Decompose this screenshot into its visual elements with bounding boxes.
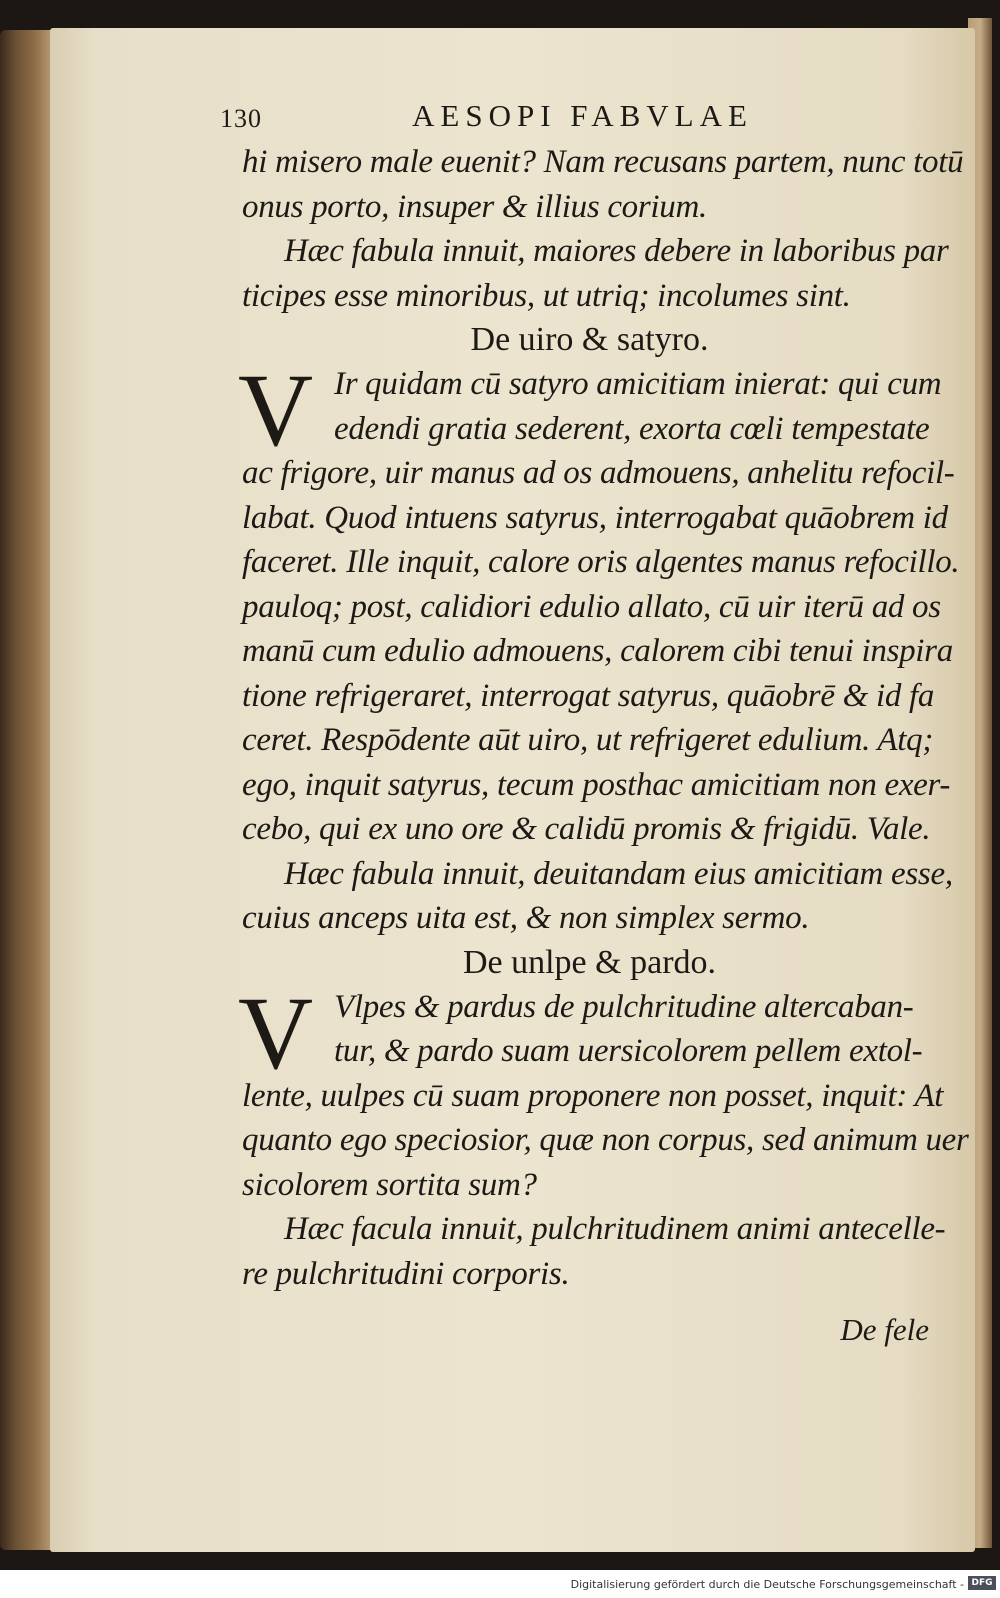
moral-line: Hæc facula innuit, pulchritudinem animi antecelle- (284, 1211, 946, 1247)
text-line: ceret. Respōdente aūt uiro, ut refrigeret edulium. Atq; (242, 722, 934, 758)
fable-unlpe-pardo (192, 975, 969, 1297)
catchword: De fele (840, 1312, 929, 1347)
text-line: sicolorem sortita sum? (242, 1166, 537, 1203)
text-line: tione refrigeraret, interrogat satyrus, quāobrē & id fa (242, 677, 935, 714)
text-line: hi misero male euenit? Nam recusans partem, nunc totū (242, 144, 964, 180)
footer-bar (0, 1572, 1000, 1598)
moral-line: cuius anceps uita est, & non simplex sermo. (242, 900, 810, 936)
text-line: quanto ego speciosior, quæ non corpus, sed animum uer (242, 1122, 969, 1158)
fable-heading: De unlpe & pardo. (462, 943, 717, 981)
page-number: 130 (220, 104, 262, 133)
text-line: edendi gratia sederent, exorta cœli tempestate (334, 410, 930, 447)
funding-credit: Digitalisierung gefördert durch die Deutsche Forschungsgemeinschaft - (570, 1578, 964, 1591)
fable-heading: De uiro & satyro. (470, 321, 709, 358)
running-head (192, 96, 947, 140)
text-line: Ir quidam cū satyro amicitiam inierat: qui cum (334, 366, 942, 402)
text-line: onus porto, insuper & illius corium. (242, 188, 707, 225)
dfg-logo-icon: DFG (968, 1576, 996, 1590)
text-line: faceret. Ille inquit, calore oris algentes manus refocillo. (242, 544, 960, 580)
fable-uiro-satyro (192, 353, 960, 941)
moral-line: Hæc fabula innuit, deuitandam eius amicitiam esse, (284, 855, 953, 892)
text-line: pauloq; post, calidiori edulio allato, cū uir iterū ad os (242, 588, 941, 625)
text-line: tur, & pardo suam uersicolorem pellem extol- (334, 1033, 923, 1069)
text-line: ego, inquit satyrus, tecum posthac amicitiam non exer- (242, 766, 951, 803)
drop-cap-initial: V (238, 353, 314, 468)
moral-line: Hæc fabula innuit, maiores debere in laboribus par (284, 233, 949, 269)
moral-line: re pulchritudini corporis. (242, 1255, 570, 1292)
drop-cap-initial: V (238, 975, 314, 1091)
running-title: AESOPI FABVLAE (412, 98, 753, 133)
moral-line: ticipes esse minoribus, ut utriq; incolumes sint. (242, 277, 851, 314)
text-line: Vlpes & pardus de pulchritudine altercaban- (334, 988, 914, 1025)
text-line: manū cum edulio admouens, calorem cibi tenui inspira (242, 633, 953, 669)
text-line: ac frigore, uir manus ad os admouens, anhelitu refocil- (242, 455, 955, 491)
text-line: cebo, qui ex uno ore & calidū promis & frigidū. Vale. (242, 811, 931, 847)
text-line: lente, uulpes cū suam proponere non posset, inquit: At (242, 1077, 944, 1114)
text-line: labat. Quod intuens satyrus, interrogabat quāobrem id (242, 499, 948, 536)
catchword-row (192, 1296, 947, 1352)
text-block (192, 96, 969, 1352)
